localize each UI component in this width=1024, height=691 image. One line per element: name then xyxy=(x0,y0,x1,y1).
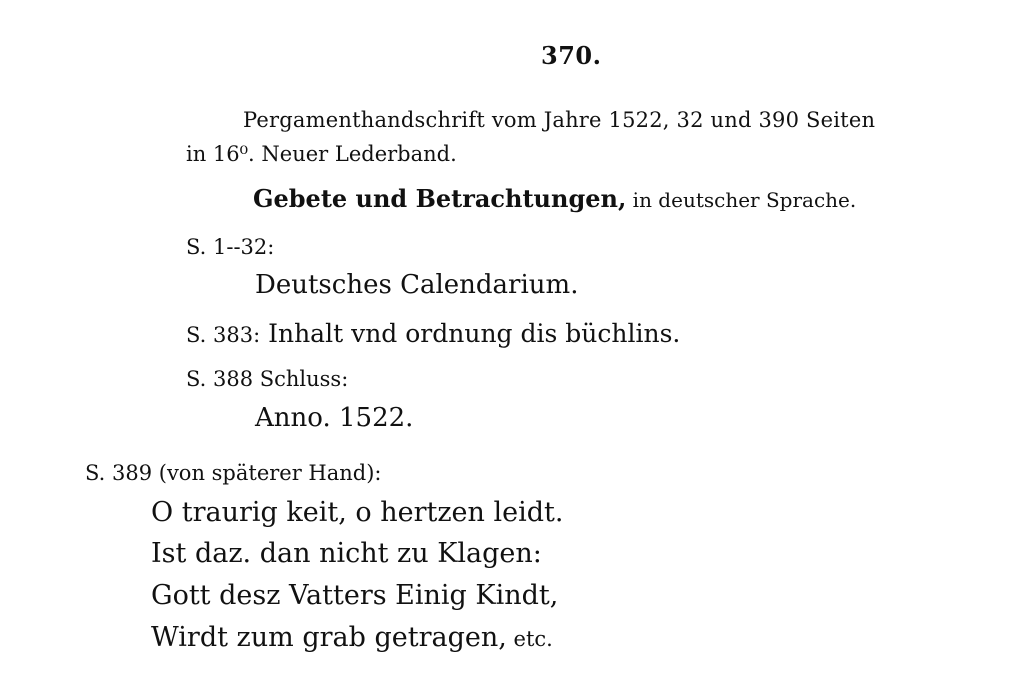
work-title xyxy=(253,184,857,213)
verse-line-1: O traurig keit, o hertzen leidt. xyxy=(151,497,564,528)
section-text-calendarium: Deutsches Calendarium. xyxy=(255,270,579,300)
section-label-s383: S. 383: xyxy=(186,323,261,347)
section-text-anno: Anno. 1522. xyxy=(255,403,414,433)
page-number: 370. xyxy=(541,41,602,70)
verse-line-4-text: Wirdt zum grab getragen, xyxy=(151,622,507,653)
verse-line-3: Gott desz Vatters Einig Kindt, xyxy=(151,580,559,611)
description-line-1: Pergamenthandschrift vom Jahre 1522, 32 und 390 Seiten xyxy=(243,108,876,132)
work-title-language: in deutscher Sprache. xyxy=(626,188,857,212)
section-label-s1-32: S. 1--32: xyxy=(186,235,275,259)
description-line-2: in 16⁰. Neuer Lederband. xyxy=(186,142,457,166)
section-label-s389: S. 389 (von späterer Hand): xyxy=(85,461,382,485)
section-label-s388: S. 388 Schluss: xyxy=(186,367,349,391)
verse-etc: etc. xyxy=(506,627,553,651)
section-s383 xyxy=(186,321,680,346)
verse-line-4 xyxy=(151,624,553,651)
work-title-bold: Gebete und Betrachtungen, xyxy=(253,184,627,213)
verse-line-2: Ist daz. dan nicht zu Klagen: xyxy=(151,538,542,569)
section-text-s383: Inhalt vnd ordnung dis büchlins. xyxy=(260,319,681,348)
